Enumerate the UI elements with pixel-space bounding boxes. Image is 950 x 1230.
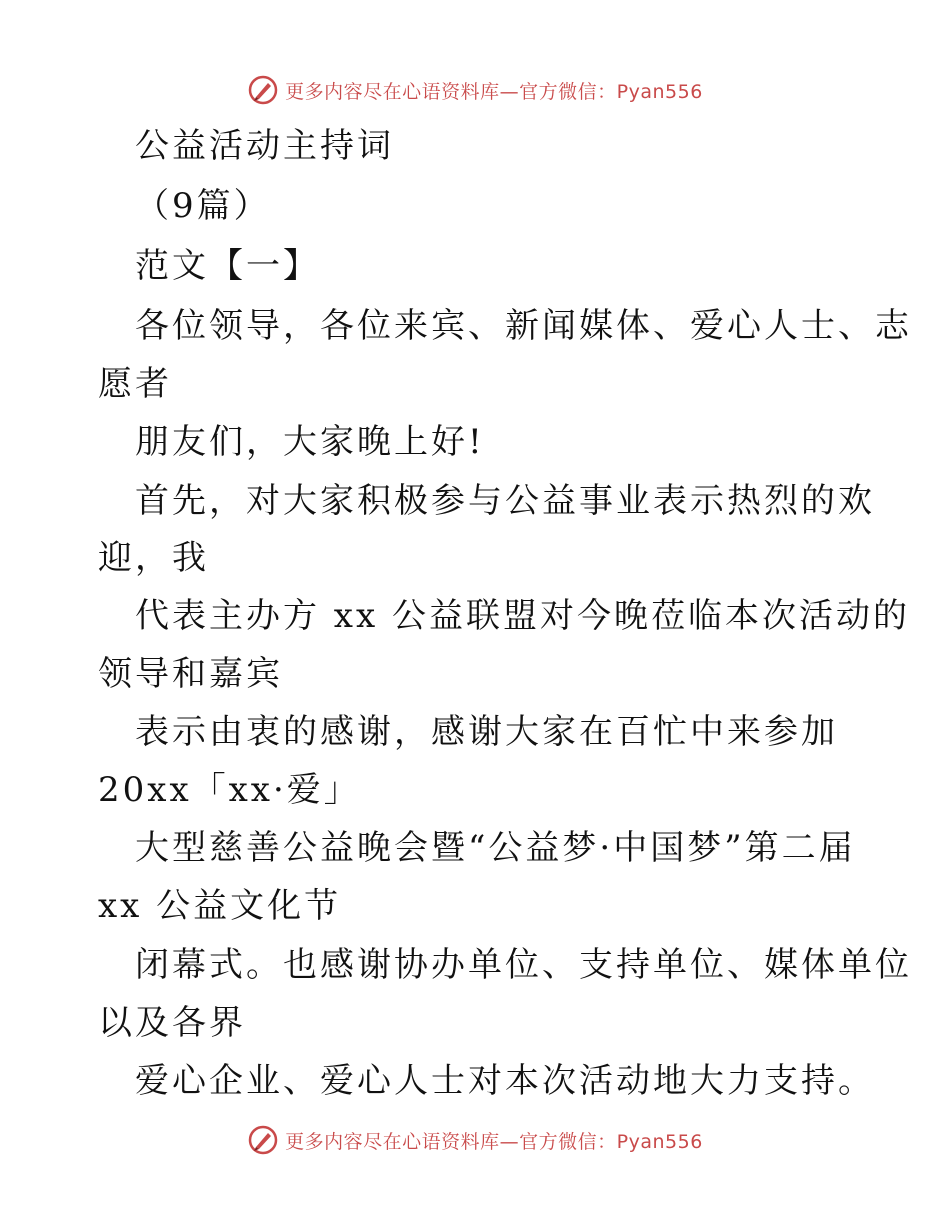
pen-logo-icon xyxy=(247,1124,279,1156)
paragraph-line: 朋友们，大家晚上好! xyxy=(135,422,485,462)
document-count-note: （9篇） xyxy=(135,186,271,226)
paragraph-line: 闭幕式。也感谢协办单位、支持单位、媒体单位 xyxy=(135,945,912,985)
paragraph-line: 20xx「xx·爱」 xyxy=(98,770,361,810)
section-heading: 范文【一】 xyxy=(135,246,320,286)
paragraph-line: 代表主办方 xx 公益联盟对今晚莅临本次活动的 xyxy=(135,596,910,636)
header-banner xyxy=(0,70,950,110)
paragraph-line: 首先，对大家积极参与公益事业表示热烈的欢 xyxy=(135,481,875,521)
paragraph-line: 各位领导，各位来宾、新闻媒体、爱心人士、志 xyxy=(135,306,912,346)
footer-banner xyxy=(0,1120,950,1160)
header-banner-text: 更多内容尽在心语资料库—官方微信：Pyan556 xyxy=(285,80,703,103)
paragraph-line: 表示由衷的感谢，感谢大家在百忙中来参加 xyxy=(135,712,838,752)
paragraph-line: 以及各界 xyxy=(98,1003,246,1043)
paragraph-line: 迎，我 xyxy=(98,538,209,578)
footer-banner-text: 更多内容尽在心语资料库—官方微信：Pyan556 xyxy=(285,1130,703,1153)
paragraph-line: xx 公益文化节 xyxy=(98,886,342,926)
paragraph-line: 爱心企业、爱心人士对本次活动地大力支持。 xyxy=(135,1061,875,1101)
document-title: 公益活动主持词 xyxy=(135,126,394,166)
paragraph-line: 愿者 xyxy=(98,364,172,404)
pen-logo-icon xyxy=(247,74,279,106)
paragraph-line: 大型慈善公益晚会暨“公益梦·中国梦”第二届 xyxy=(135,828,856,868)
paragraph-line: 领导和嘉宾 xyxy=(98,654,283,694)
